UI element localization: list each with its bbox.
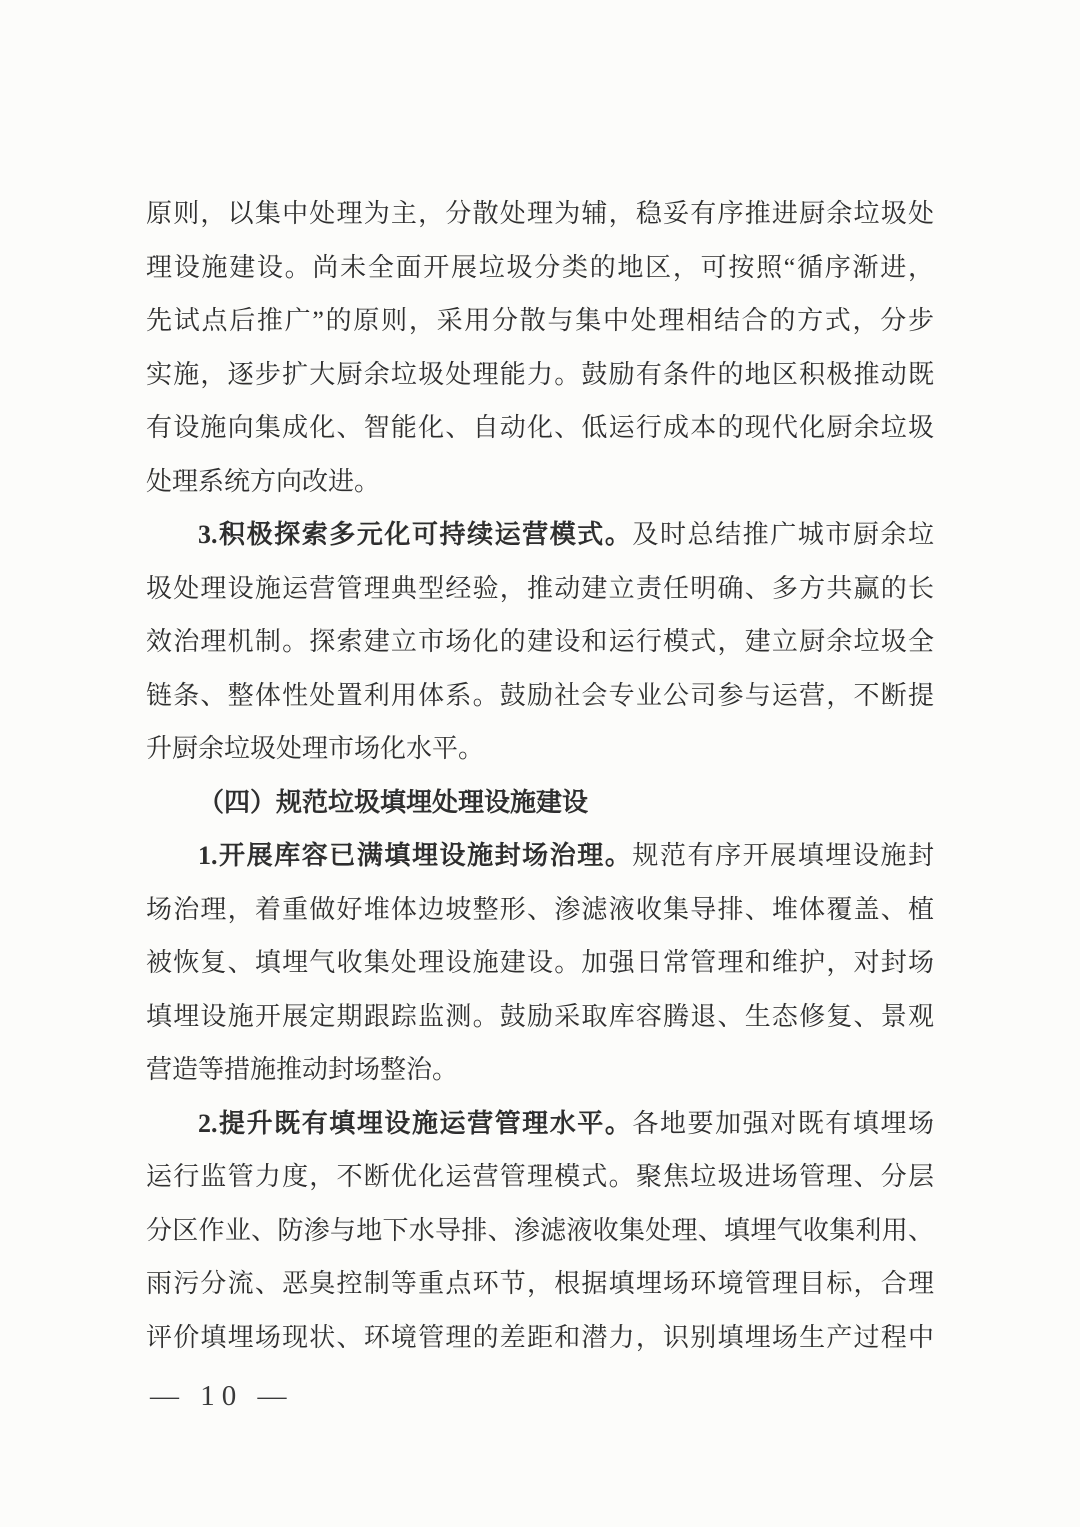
text-line: 先试点后推广”的原则，采用分散与集中处理相结合的方式，分步 bbox=[146, 306, 934, 335]
text-line: 原则，以集中处理为主，分散处理为辅，稳妥有序推进厨余垃圾处 bbox=[146, 199, 934, 228]
line-rest: 各地要加强对既有填埋场 bbox=[632, 1108, 934, 1138]
text-line bbox=[146, 1097, 934, 1151]
paragraph-item-3 bbox=[146, 508, 934, 776]
text-line: 理设施建设。尚未全面开展垃圾分类的地区，可按照“循序渐进， bbox=[146, 252, 934, 282]
section-heading: （四）规范垃圾填埋处理设施建设 bbox=[198, 787, 589, 817]
text-line: 链条、整体性处置利用体系。鼓励社会专业公司参与运营，不断提 bbox=[146, 680, 934, 710]
text-line: 效治理机制。探索建立市场化的建设和运行模式，建立厨余垃圾全 bbox=[146, 627, 934, 656]
text-line bbox=[146, 508, 934, 562]
paragraph-item-1 bbox=[146, 829, 934, 1097]
text-line: 被恢复、填埋气收集处理设施建设。加强日常管理和维护，对封场 bbox=[146, 948, 934, 977]
text-line bbox=[146, 829, 934, 883]
text-line: 升厨余垃圾处理市场化水平。 bbox=[146, 734, 485, 763]
text-line: 分区作业、防渗与地下水导排、渗滤液收集处理、填埋气收集利用、 bbox=[146, 1215, 934, 1245]
lead-sentence: 1.开展库容已满填埋设施封场治理。 bbox=[198, 841, 633, 870]
text-line: 实施，逐步扩大厨余垃圾处理能力。鼓励有条件的地区积极推动既 bbox=[146, 359, 934, 389]
text-block bbox=[146, 187, 934, 1364]
text-line: 圾处理设施运营管理典型经验，推动建立责任明确、多方共赢的长 bbox=[146, 573, 934, 603]
text-line: 处理系统方向改进。 bbox=[146, 466, 381, 496]
text-line: 运行监管力度，不断优化运营管理模式。聚焦垃圾进场管理、分层 bbox=[146, 1162, 934, 1191]
line-rest: 规范有序开展填埋设施封 bbox=[632, 841, 934, 870]
paragraph-item-2 bbox=[146, 1097, 934, 1365]
text-line: 有设施向集成化、智能化、自动化、低运行成本的现代化厨余垃圾 bbox=[146, 413, 934, 442]
text-line: 营造等措施推动封场整治。 bbox=[146, 1055, 459, 1084]
text-line: 评价填埋场现状、环境管理的差距和潜力，识别填埋场生产过程中 bbox=[146, 1322, 934, 1352]
text-line: 场治理，着重做好堆体边坡整形、渗滤液收集导排、堆体覆盖、植 bbox=[146, 894, 934, 924]
lead-sentence: 3.积极探索多元化可持续运营模式。 bbox=[198, 520, 633, 549]
text-line: 雨污分流、恶臭控制等重点环节，根据填埋场环境管理目标，合理 bbox=[146, 1269, 934, 1298]
text-line: 填埋设施开展定期跟踪监测。鼓励采取库容腾退、生态修复、景观 bbox=[146, 1001, 934, 1031]
paragraph-continued bbox=[146, 187, 934, 508]
page-number: — 10 — bbox=[150, 1380, 294, 1412]
lead-sentence: 2.提升既有填埋设施运营管理水平。 bbox=[198, 1108, 633, 1138]
line-rest: 及时总结推广城市厨余垃 bbox=[632, 520, 934, 549]
